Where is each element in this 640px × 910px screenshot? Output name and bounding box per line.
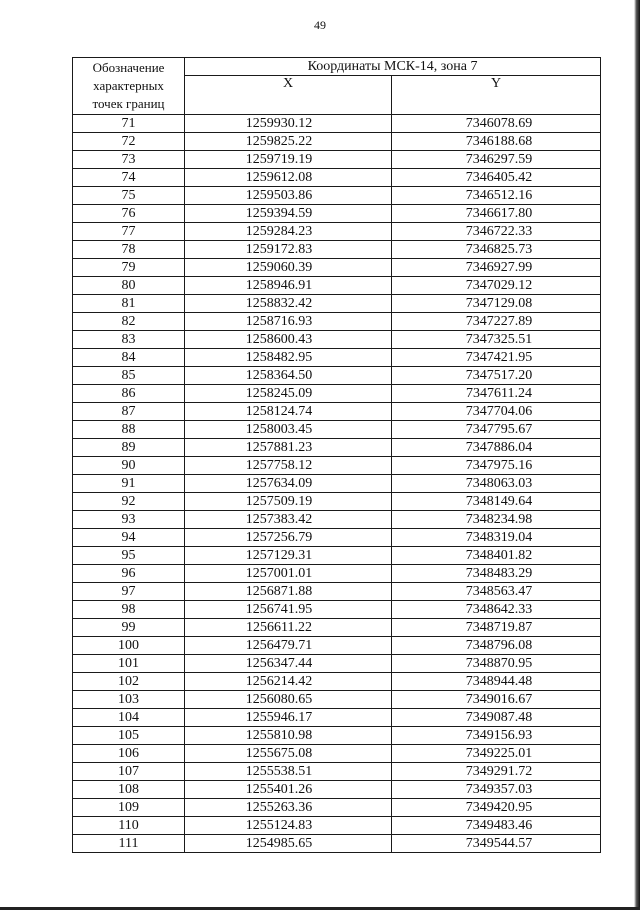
x-coordinate-cell: 1256347.44 bbox=[185, 655, 392, 673]
x-coordinate-cell: 1257509.19 bbox=[185, 493, 392, 511]
table-row bbox=[73, 781, 601, 799]
table-row bbox=[73, 835, 601, 853]
point-label-header bbox=[73, 58, 185, 115]
point-number-cell: 89 bbox=[73, 439, 185, 457]
table-row bbox=[73, 313, 601, 331]
y-coordinate-cell: 7349357.03 bbox=[392, 781, 601, 799]
point-number-cell: 105 bbox=[73, 727, 185, 745]
table-row bbox=[73, 385, 601, 403]
y-coordinate-cell: 7346512.16 bbox=[392, 187, 601, 205]
x-coordinate-cell: 1258832.42 bbox=[185, 295, 392, 313]
x-coordinate-cell: 1256080.65 bbox=[185, 691, 392, 709]
table-row bbox=[73, 295, 601, 313]
table-row bbox=[73, 439, 601, 457]
table-row bbox=[73, 169, 601, 187]
y-coordinate-cell: 7348319.04 bbox=[392, 529, 601, 547]
point-number-cell: 86 bbox=[73, 385, 185, 403]
x-coordinate-cell: 1259060.39 bbox=[185, 259, 392, 277]
y-coordinate-cell: 7348483.29 bbox=[392, 565, 601, 583]
y-coordinate-cell: 7349483.46 bbox=[392, 817, 601, 835]
y-coordinate-cell: 7348719.87 bbox=[392, 619, 601, 637]
x-coordinate-cell: 1257758.12 bbox=[185, 457, 392, 475]
y-coordinate-cell: 7347227.89 bbox=[392, 313, 601, 331]
x-coordinate-cell: 1259172.83 bbox=[185, 241, 392, 259]
table-row bbox=[73, 727, 601, 745]
point-number-cell: 85 bbox=[73, 367, 185, 385]
scan-edge-shadow bbox=[634, 0, 640, 910]
table-row bbox=[73, 817, 601, 835]
x-coordinate-cell: 1258716.93 bbox=[185, 313, 392, 331]
point-number-cell: 99 bbox=[73, 619, 185, 637]
table-row bbox=[73, 745, 601, 763]
x-coordinate-cell: 1257383.42 bbox=[185, 511, 392, 529]
y-coordinate-cell: 7346617.80 bbox=[392, 205, 601, 223]
table-row bbox=[73, 673, 601, 691]
point-number-cell: 106 bbox=[73, 745, 185, 763]
table-row bbox=[73, 493, 601, 511]
y-coordinate-cell: 7347029.12 bbox=[392, 277, 601, 295]
x-coordinate-cell: 1258946.91 bbox=[185, 277, 392, 295]
table-row bbox=[73, 403, 601, 421]
point-number-cell: 88 bbox=[73, 421, 185, 439]
x-coordinate-cell: 1257001.01 bbox=[185, 565, 392, 583]
table-row bbox=[73, 799, 601, 817]
y-coordinate-cell: 7346297.59 bbox=[392, 151, 601, 169]
y-coordinate-cell: 7347325.51 bbox=[392, 331, 601, 349]
point-number-cell: 92 bbox=[73, 493, 185, 511]
point-number-cell: 74 bbox=[73, 169, 185, 187]
y-coordinate-cell: 7346078.69 bbox=[392, 115, 601, 133]
point-number-cell: 104 bbox=[73, 709, 185, 727]
point-number-cell: 90 bbox=[73, 457, 185, 475]
x-coordinate-cell: 1256214.42 bbox=[185, 673, 392, 691]
table-row bbox=[73, 583, 601, 601]
point-number-cell: 97 bbox=[73, 583, 185, 601]
coordinates-group-header: Координаты МСК-14, зона 7 bbox=[185, 58, 601, 76]
x-coordinate-cell: 1258245.09 bbox=[185, 385, 392, 403]
point-number-cell: 102 bbox=[73, 673, 185, 691]
table-row bbox=[73, 511, 601, 529]
x-coordinate-cell: 1255263.36 bbox=[185, 799, 392, 817]
x-coordinate-cell: 1257634.09 bbox=[185, 475, 392, 493]
point-number-cell: 75 bbox=[73, 187, 185, 205]
y-coordinate-cell: 7349544.57 bbox=[392, 835, 601, 853]
y-coordinate-cell: 7347517.20 bbox=[392, 367, 601, 385]
point-number-cell: 76 bbox=[73, 205, 185, 223]
table-row bbox=[73, 241, 601, 259]
point-number-cell: 109 bbox=[73, 799, 185, 817]
y-coordinate-cell: 7348870.95 bbox=[392, 655, 601, 673]
table-row bbox=[73, 151, 601, 169]
y-coordinate-cell: 7347886.04 bbox=[392, 439, 601, 457]
x-coordinate-cell: 1256741.95 bbox=[185, 601, 392, 619]
x-coordinate-cell: 1257129.31 bbox=[185, 547, 392, 565]
y-coordinate-cell: 7346188.68 bbox=[392, 133, 601, 151]
table-row bbox=[73, 187, 601, 205]
y-coordinate-cell: 7349087.48 bbox=[392, 709, 601, 727]
point-number-cell: 82 bbox=[73, 313, 185, 331]
y-coordinate-cell: 7347795.67 bbox=[392, 421, 601, 439]
point-number-cell: 108 bbox=[73, 781, 185, 799]
point-number-cell: 77 bbox=[73, 223, 185, 241]
point-number-cell: 72 bbox=[73, 133, 185, 151]
y-coordinate-cell: 7348642.33 bbox=[392, 601, 601, 619]
y-coordinate-cell: 7347704.06 bbox=[392, 403, 601, 421]
table-row bbox=[73, 331, 601, 349]
table-row bbox=[73, 421, 601, 439]
y-coordinate-cell: 7346722.33 bbox=[392, 223, 601, 241]
y-coordinate-cell: 7346825.73 bbox=[392, 241, 601, 259]
x-coordinate-cell: 1258003.45 bbox=[185, 421, 392, 439]
x-coordinate-cell: 1255401.26 bbox=[185, 781, 392, 799]
x-coordinate-cell: 1258600.43 bbox=[185, 331, 392, 349]
point-number-cell: 79 bbox=[73, 259, 185, 277]
y-coordinate-cell: 7347975.16 bbox=[392, 457, 601, 475]
point-number-cell: 83 bbox=[73, 331, 185, 349]
table-row bbox=[73, 349, 601, 367]
x-coordinate-cell: 1256611.22 bbox=[185, 619, 392, 637]
x-coordinate-cell: 1255946.17 bbox=[185, 709, 392, 727]
point-number-cell: 101 bbox=[73, 655, 185, 673]
point-number-cell: 87 bbox=[73, 403, 185, 421]
table-row bbox=[73, 367, 601, 385]
y-column-header: Y bbox=[392, 76, 601, 115]
x-coordinate-cell: 1259284.23 bbox=[185, 223, 392, 241]
x-coordinate-cell: 1257256.79 bbox=[185, 529, 392, 547]
x-coordinate-cell: 1256871.88 bbox=[185, 583, 392, 601]
point-number-cell: 96 bbox=[73, 565, 185, 583]
point-number-cell: 73 bbox=[73, 151, 185, 169]
x-coordinate-cell: 1255810.98 bbox=[185, 727, 392, 745]
y-coordinate-cell: 7347129.08 bbox=[392, 295, 601, 313]
table-row bbox=[73, 475, 601, 493]
x-coordinate-cell: 1257881.23 bbox=[185, 439, 392, 457]
table-row bbox=[73, 637, 601, 655]
point-number-cell: 103 bbox=[73, 691, 185, 709]
table-row bbox=[73, 223, 601, 241]
y-coordinate-cell: 7347611.24 bbox=[392, 385, 601, 403]
table-row bbox=[73, 529, 601, 547]
table-row bbox=[73, 457, 601, 475]
table-row bbox=[73, 259, 601, 277]
x-coordinate-cell: 1258364.50 bbox=[185, 367, 392, 385]
table-row bbox=[73, 115, 601, 133]
x-coordinate-cell: 1259930.12 bbox=[185, 115, 392, 133]
point-number-cell: 91 bbox=[73, 475, 185, 493]
x-coordinate-cell: 1255124.83 bbox=[185, 817, 392, 835]
x-coordinate-cell: 1255538.51 bbox=[185, 763, 392, 781]
point-number-cell: 81 bbox=[73, 295, 185, 313]
x-coordinate-cell: 1258482.95 bbox=[185, 349, 392, 367]
y-coordinate-cell: 7348401.82 bbox=[392, 547, 601, 565]
y-coordinate-cell: 7348563.47 bbox=[392, 583, 601, 601]
table-row bbox=[73, 205, 601, 223]
point-number-cell: 95 bbox=[73, 547, 185, 565]
point-number-cell: 110 bbox=[73, 817, 185, 835]
point-number-cell: 107 bbox=[73, 763, 185, 781]
x-coordinate-cell: 1258124.74 bbox=[185, 403, 392, 421]
x-coordinate-cell: 1259825.22 bbox=[185, 133, 392, 151]
point-number-cell: 94 bbox=[73, 529, 185, 547]
y-coordinate-cell: 7349291.72 bbox=[392, 763, 601, 781]
x-coordinate-cell: 1256479.71 bbox=[185, 637, 392, 655]
y-coordinate-cell: 7347421.95 bbox=[392, 349, 601, 367]
y-coordinate-cell: 7349156.93 bbox=[392, 727, 601, 745]
x-coordinate-cell: 1259394.59 bbox=[185, 205, 392, 223]
table-row bbox=[73, 619, 601, 637]
x-coordinate-cell: 1259719.19 bbox=[185, 151, 392, 169]
coordinates-table bbox=[72, 57, 601, 853]
table-row bbox=[73, 133, 601, 151]
point-number-cell: 78 bbox=[73, 241, 185, 259]
point-number-cell: 111 bbox=[73, 835, 185, 853]
x-coordinate-cell: 1259503.86 bbox=[185, 187, 392, 205]
y-coordinate-cell: 7346405.42 bbox=[392, 169, 601, 187]
x-coordinate-cell: 1255675.08 bbox=[185, 745, 392, 763]
table-row bbox=[73, 691, 601, 709]
y-coordinate-cell: 7348796.08 bbox=[392, 637, 601, 655]
point-number-cell: 80 bbox=[73, 277, 185, 295]
table-row bbox=[73, 277, 601, 295]
page-number: 49 bbox=[314, 18, 326, 32]
table-row bbox=[73, 601, 601, 619]
y-coordinate-cell: 7348149.64 bbox=[392, 493, 601, 511]
table-row bbox=[73, 547, 601, 565]
y-coordinate-cell: 7349225.01 bbox=[392, 745, 601, 763]
point-label-header-line1: Обозначение bbox=[92, 60, 165, 75]
point-label-header-line2: характерных bbox=[93, 78, 164, 93]
point-number-cell: 98 bbox=[73, 601, 185, 619]
point-number-cell: 93 bbox=[73, 511, 185, 529]
point-label-header-line3: точек границ bbox=[92, 96, 165, 111]
y-coordinate-cell: 7348063.03 bbox=[392, 475, 601, 493]
point-number-cell: 84 bbox=[73, 349, 185, 367]
y-coordinate-cell: 7349420.95 bbox=[392, 799, 601, 817]
table-row bbox=[73, 709, 601, 727]
x-coordinate-cell: 1254985.65 bbox=[185, 835, 392, 853]
x-coordinate-cell: 1259612.08 bbox=[185, 169, 392, 187]
x-column-header: X bbox=[185, 76, 392, 115]
coordinates-table-body bbox=[73, 115, 601, 853]
table-row bbox=[73, 655, 601, 673]
table-row bbox=[73, 565, 601, 583]
y-coordinate-cell: 7349016.67 bbox=[392, 691, 601, 709]
point-number-cell: 71 bbox=[73, 115, 185, 133]
table-row bbox=[73, 763, 601, 781]
y-coordinate-cell: 7348944.48 bbox=[392, 673, 601, 691]
y-coordinate-cell: 7348234.98 bbox=[392, 511, 601, 529]
y-coordinate-cell: 7346927.99 bbox=[392, 259, 601, 277]
point-number-cell: 100 bbox=[73, 637, 185, 655]
